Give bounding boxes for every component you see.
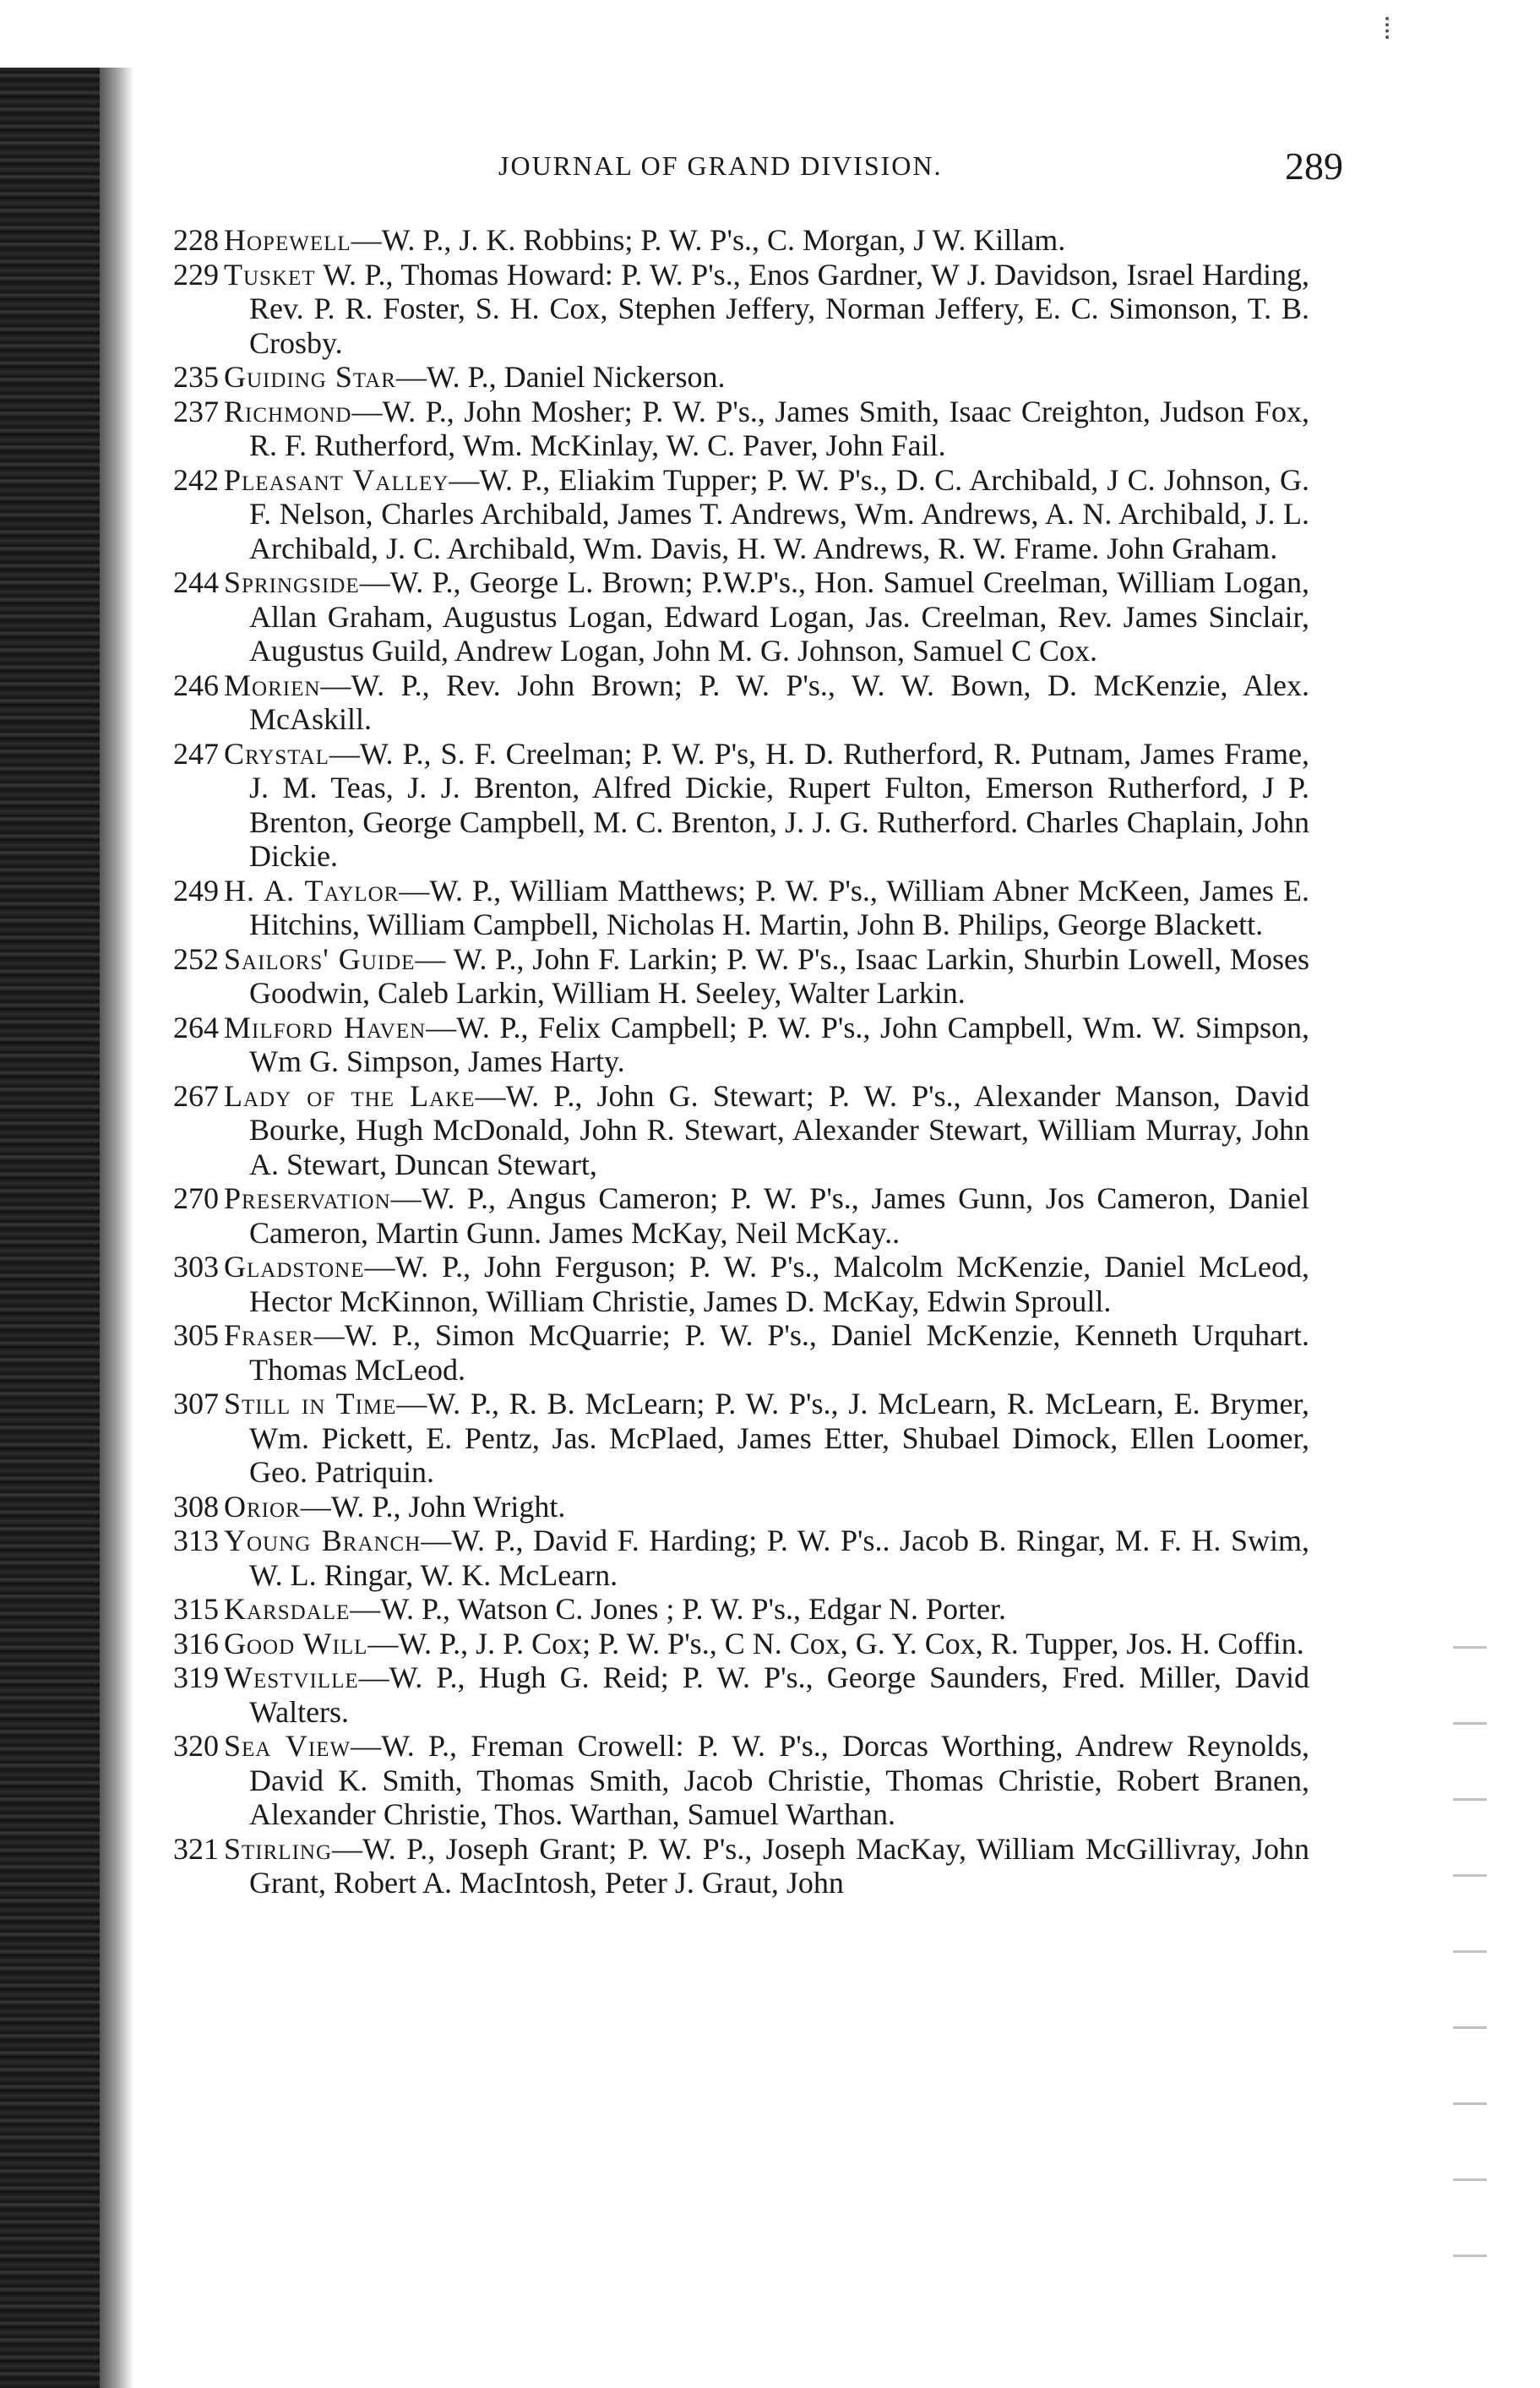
officer-names: —W. P., J. K. Robbins; P. W. P's., C. Morgan, J W. Killam. (351, 223, 1066, 257)
page-number: 289 (1285, 144, 1343, 188)
officer-names: —W. P., William Matthews; P. W. P's., William Abner McKeen, James E. Hitchins, William Campbell, Nicholas H. Martin, John B. Philips, George Blackett. (249, 873, 1309, 941)
lodge-name: Karsdale (224, 1592, 351, 1626)
lodge-entry (173, 1250, 1309, 1318)
lodge-number: 237 (173, 394, 219, 428)
lodge-number: 242 (173, 462, 219, 497)
lodge-number: 247 (173, 736, 219, 771)
lodge-number: 264 (173, 1010, 219, 1044)
lodge-entry (173, 1729, 1309, 1832)
lodge-name: Good Will (224, 1626, 368, 1660)
scan-artifact (1385, 17, 1392, 39)
officer-names: —W. P., Eliakim Tupper; P. W. P's., D. C. Archibald, J C. Johnson, G. F. Nelson, Charles Archibald, James T. Andrews, Wm. Andrews, A. N. Archibald, J. L. Archibald, J. C. Archibald, Wm. Davis, H. W. Andrews, R. W. Frame. John Graham. (249, 462, 1310, 565)
lodge-number: 315 (173, 1592, 219, 1626)
lodge-number: 321 (173, 1831, 219, 1866)
lodge-entry (173, 258, 1309, 361)
lodge-entry (173, 1079, 1309, 1182)
lodge-entry (173, 463, 1309, 566)
officer-names: —W. P., Joseph Grant; P. W. P's., Joseph MacKay, William McGillivray, John Grant, Robert A. MacIntosh, Peter J. Graut, John (249, 1831, 1309, 1900)
lodge-name: Lady of the Lake (224, 1078, 476, 1113)
officer-names: —W. P., R. B. McLearn; P. W. P's., J. McLearn, R. McLearn, E. Brymer, Wm. Pickett, E. Pentz, Jas. McPlaed, James Etter, Shubael Dimock, Ellen Loomer, Geo. Patriquin. (249, 1387, 1309, 1489)
officer-names: —W. P., John Wright. (300, 1489, 566, 1524)
lodge-entry (173, 737, 1309, 874)
officer-names: —W. P., Hugh G. Reid; P. W. P's., George Saunders, Fred. Miller, David Walters. (249, 1660, 1309, 1729)
lodge-entry (173, 1660, 1309, 1729)
lodge-name: Hopewell (224, 223, 351, 257)
lodge-name: Still in Time (224, 1387, 397, 1420)
lodge-entry (173, 942, 1309, 1011)
lodge-name: Milford Haven (224, 1010, 427, 1044)
lodge-number: 267 (173, 1078, 219, 1113)
lodge-number: 313 (173, 1524, 219, 1557)
lodge-number: 228 (173, 223, 219, 257)
officer-names: —W. P., Simon McQuarrie; P. W. P's., Daniel McKenzie, Kenneth Urquhart. Thomas McLeod. (249, 1318, 1309, 1387)
lodge-number: 303 (173, 1250, 219, 1284)
lodge-entry (173, 1387, 1309, 1490)
lodge-number: 320 (173, 1729, 219, 1763)
officer-names: —W. P., Angus Cameron; P. W. P's., James Gunn, Jos Cameron, Daniel Cameron, Martin Gunn. James McKay, Neil McKay.. (249, 1181, 1309, 1250)
lodge-entry (173, 1181, 1309, 1250)
lodge-number: 305 (173, 1318, 219, 1352)
lodge-name: Guiding Star (224, 360, 396, 394)
lodge-entry (173, 565, 1309, 668)
lodge-entry (173, 668, 1309, 737)
spine-edge-shadow (100, 68, 133, 2388)
officer-names: —W. P., Rev. John Brown; P. W. P's., W. W. Bown, D. McKenzie, Alex. McAskill. (249, 668, 1309, 736)
lodge-number: 244 (173, 565, 219, 599)
lodge-entry (173, 1627, 1309, 1661)
lodge-officer-list (173, 223, 1309, 1900)
lodge-name: Fraser (224, 1318, 314, 1352)
lodge-name: Morien (224, 668, 321, 702)
lodge-number: 246 (173, 668, 219, 702)
officer-names: —W. P., John Mosher; P. W. P's., James Smith, Isaac Creighton, Judson Fox, R. F. Rutherford, Wm. McKinlay, W. C. Paver, John Fail. (249, 394, 1309, 462)
lodge-number: 249 (173, 873, 219, 908)
officer-names: —W. P., Daniel Nickerson. (395, 360, 726, 394)
lodge-name: Sailors' Guide (224, 941, 416, 976)
lodge-name: Pleasant Valley (224, 462, 449, 497)
book-spine-shadow (0, 68, 100, 2388)
lodge-number: 307 (173, 1387, 219, 1420)
running-head: JOURNAL OF GRAND DIVISION. (498, 150, 943, 181)
lodge-entry (173, 1592, 1309, 1627)
margin-scan-marks (1453, 1622, 1487, 2298)
lodge-number: 319 (173, 1660, 219, 1694)
officer-names: —W. P., John G. Stewart; P. W. P's., Alexander Manson, David Bourke, Hugh McDonald, John R. Stewart, Alexander Stewart, William Murray, John A. Stewart, Duncan Stewart, (249, 1078, 1310, 1181)
page-header (498, 144, 1343, 194)
officer-names: —W. P., David F. Harding; P. W. P's.. Jacob B. Ringar, M. F. H. Swim, W. L. Ringar, W. K. McLearn. (249, 1524, 1309, 1592)
officer-names: —W. P., Freman Crowell: P. W. P's., Dorcas Worthing, Andrew Reynolds, David K. Smith, Thomas Smith, Jacob Christie, Thomas Christie, Robert Branen, Alexander Christie, Thos. Warthan, Samuel Warthan. (249, 1729, 1309, 1831)
lodge-entry (173, 360, 1309, 395)
lodge-name: Crystal (224, 736, 329, 771)
lodge-name: Orior (224, 1489, 301, 1524)
lodge-name: Sea View (224, 1729, 351, 1763)
lodge-name: Westville (224, 1660, 359, 1694)
officer-names: —W. P., John Ferguson; P. W. P's., Malcolm McKenzie, Daniel McLeod, Hector McKinnon, William Christie, James D. McKay, Edwin Sproull. (249, 1250, 1309, 1318)
officer-names: —W. P., S. F. Creelman; P. W. P's, H. D. Rutherford, R. Putnam, James Frame, J. M. Teas, J. J. Brenton, Alfred Dickie, Rupert Fulton, Emerson Rutherford, J P. Brenton, George Campbell, M. C. Brenton, J. J. G. Rutherford. Charles Chaplain, John Dickie. (249, 736, 1309, 873)
lodge-number: 308 (173, 1489, 219, 1524)
lodge-name: Gladstone (224, 1250, 365, 1284)
lodge-number: 316 (173, 1626, 219, 1660)
lodge-number: 229 (173, 257, 219, 292)
officer-names: —W. P., George L. Brown; P.W.P's., Hon. Samuel Creelman, William Logan, Allan Graham, Augustus Logan, Edward Logan, Jas. Creelman, Rev. James Sinclair, Augustus Guild, Andrew Logan, John M. G. Johnson, Samuel C Cox. (249, 565, 1309, 668)
lodge-name: Tusket (224, 257, 316, 292)
officer-names: —W. P., Felix Campbell; P. W. P's., John Campbell, Wm. W. Simpson, Wm G. Simpson, James Harty. (249, 1010, 1309, 1078)
lodge-entry (173, 395, 1309, 463)
lodge-entry (173, 874, 1309, 942)
lodge-entry (173, 1490, 1309, 1524)
lodge-number: 252 (173, 941, 219, 976)
lodge-entry (173, 1318, 1309, 1387)
lodge-name: Preservation (224, 1181, 391, 1215)
lodge-name: Richmond (224, 394, 352, 428)
lodge-name: Young Branch (224, 1524, 422, 1557)
officer-names: —W. P., J. P. Cox; P. W. P's., C N. Cox, G. Y. Cox, R. Tupper, Jos. H. Coffin. (367, 1626, 1304, 1660)
lodge-entry (173, 1524, 1309, 1592)
lodge-entry (173, 1011, 1309, 1079)
lodge-number: 270 (173, 1181, 219, 1215)
officer-names: — W. P., John F. Larkin; P. W. P's., Isaac Larkin, Shurbin Lowell, Moses Goodwin, Caleb Larkin, William H. Seeley, Walter Larkin. (249, 941, 1309, 1010)
lodge-entry (173, 223, 1309, 258)
lodge-name: Stirling (224, 1831, 332, 1866)
officer-names: —W. P., Watson C. Jones ; P. W. P's., Edgar N. Porter. (350, 1592, 1006, 1626)
lodge-number: 235 (173, 360, 219, 394)
officer-names: W. P., Thomas Howard: P. W. P's., Enos Gardner, W J. Davidson, Israel Harding, Rev. P. R. Foster, S. H. Cox, Stephen Jeffery, Norman Jeffery, E. C. Simonson, T. B. Crosby. (249, 257, 1309, 360)
lodge-entry (173, 1832, 1309, 1900)
lodge-name: H. A. Taylor (224, 873, 400, 908)
lodge-name: Springside (224, 565, 360, 599)
